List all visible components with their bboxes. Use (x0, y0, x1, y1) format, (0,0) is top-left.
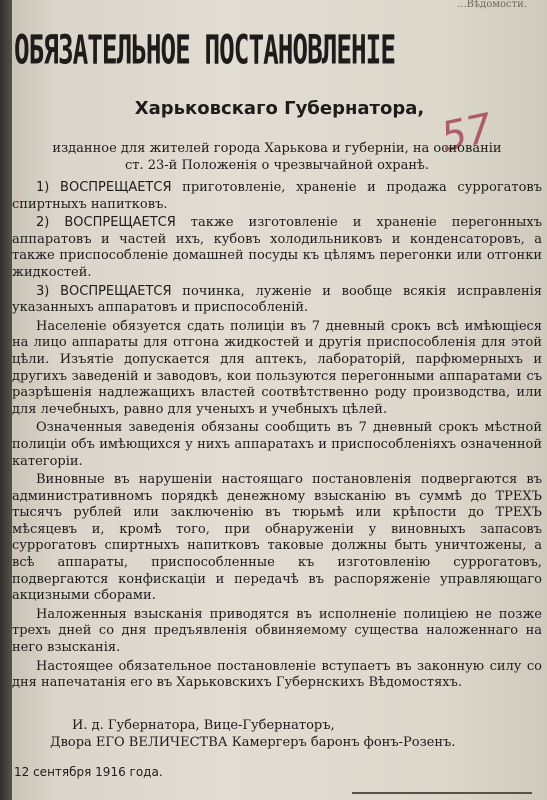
intro (12, 140, 542, 174)
signature-line-1: И. д. Губернатора, Вице-Губернаторъ, (72, 718, 335, 733)
paragraph-lead: 1) ВОСПРЕЩАЕТСЯ (36, 180, 172, 195)
paragraph (12, 472, 542, 605)
document-date: 12 сентября 1916 года. (14, 765, 163, 779)
header-fragment: ...Вѣдомости. (457, 0, 527, 10)
paragraph (12, 284, 542, 317)
paragraph-text: Населеніе обязуется сдать полиціи въ 7 дневный срокъ всѣ имѣющіеся на лицо аппараты для отгона жидкостей и другія приспособленія для этой цѣли. Изъятіе допускается для аптекъ, лабораторій, парфюмерныхъ и другихъ заведеній и заводовъ, кои пользуются перегонными аппаратами съ разрѣшенія надлежащихъ властей соотвѣтственно роду производства, или для лечебныхъ, равно для ученыхъ и учебныхъ цѣлей. (12, 318, 542, 417)
signature-line-2: Двора ЕГО ВЕЛИЧЕСТВА Камергеръ баронъ фонъ-Розенъ. (50, 735, 456, 750)
paragraph (12, 420, 542, 470)
intro-line-1: изданное для жителей города Харькова и губерніи, на основаніи (52, 141, 502, 156)
signature-block (12, 717, 547, 751)
paragraph (12, 319, 542, 419)
paragraph (12, 659, 542, 692)
document-title: ОБЯЗАТЕЛЬНОЕ ПОСТАНОВЛЕНІЕ (14, 28, 395, 75)
paragraph-text: Виновные въ нарушеніи настоящаго постановленія подвергаются въ административномъ порядкѣ денежному взысканію въ суммѣ до ТРЕХЪ тысячъ рублей или заключенію въ тюрьмѣ или крѣпости до ТРЕХЪ мѣсяцевъ и, кромѣ того, при обнаруженіи у виновныхъ запасовъ суррогатовъ спиртныхъ напитковъ таковые должны быть уничтожены, а всѣ аппараты, приспособленные къ изготовленію суррогатовъ, подвергаются конфискаціи и передачѣ въ распоряженіе управляющаго акцизными сборами. (12, 472, 542, 604)
document-page (12, 0, 547, 800)
paragraph-lead: 3) ВОСПРЕЩАЕТСЯ (36, 283, 172, 299)
paragraph-lead: 2) ВОСПРЕЩАЕТСЯ (36, 215, 176, 231)
paragraph (12, 607, 542, 657)
document-subtitle: Харьковскаго Губернатора, (134, 98, 425, 119)
page-edge-shadow (0, 0, 12, 800)
paragraph-text: Означенныя заведенія обязаны сообщить въ 7 дневный срокъ мѣстной полиціи объ имѣющихся у нихъ аппаратахъ и приспособленіяхъ означенной категоріи. (12, 420, 542, 469)
decree-body (12, 180, 542, 694)
paragraph-text: починка, луженіе и вообще всякія исправленія указанныхъ аппаратовъ и приспособленій. (12, 283, 542, 316)
paragraph (12, 215, 542, 281)
paragraph (12, 180, 542, 213)
intro-line-2: ст. 23-й Положенія о чрезвычайной охранѣ. (124, 158, 429, 173)
handwritten-mark: 57 (437, 105, 497, 161)
divider (352, 792, 532, 794)
paragraph-text: Настоящее обязательное постановленіе вступаетъ въ законную силу со дня напечатанія его въ Харьковскихъ Губернскихъ Вѣдомостяхъ. (12, 658, 542, 691)
paragraph-text: приготовленіе, храненіе и продажа суррогатовъ спиртныхъ напитковъ. (12, 180, 542, 212)
paragraph-text: Наложенныя взысканія приводятся въ исполненіе полиціею не позже трехъ дней со дня предъявленія обвиняемому существа наложеннаго на него взысканія. (12, 606, 542, 656)
paragraph-text: также изготовленіе и храненіе перегонныхъ аппаратовъ и частей ихъ, кубовъ холодильниковъ и конденсаторовъ, а также приспособленіе домашней посуды къ цѣлямъ перегонки или отгонки жидкостей. (12, 215, 542, 280)
